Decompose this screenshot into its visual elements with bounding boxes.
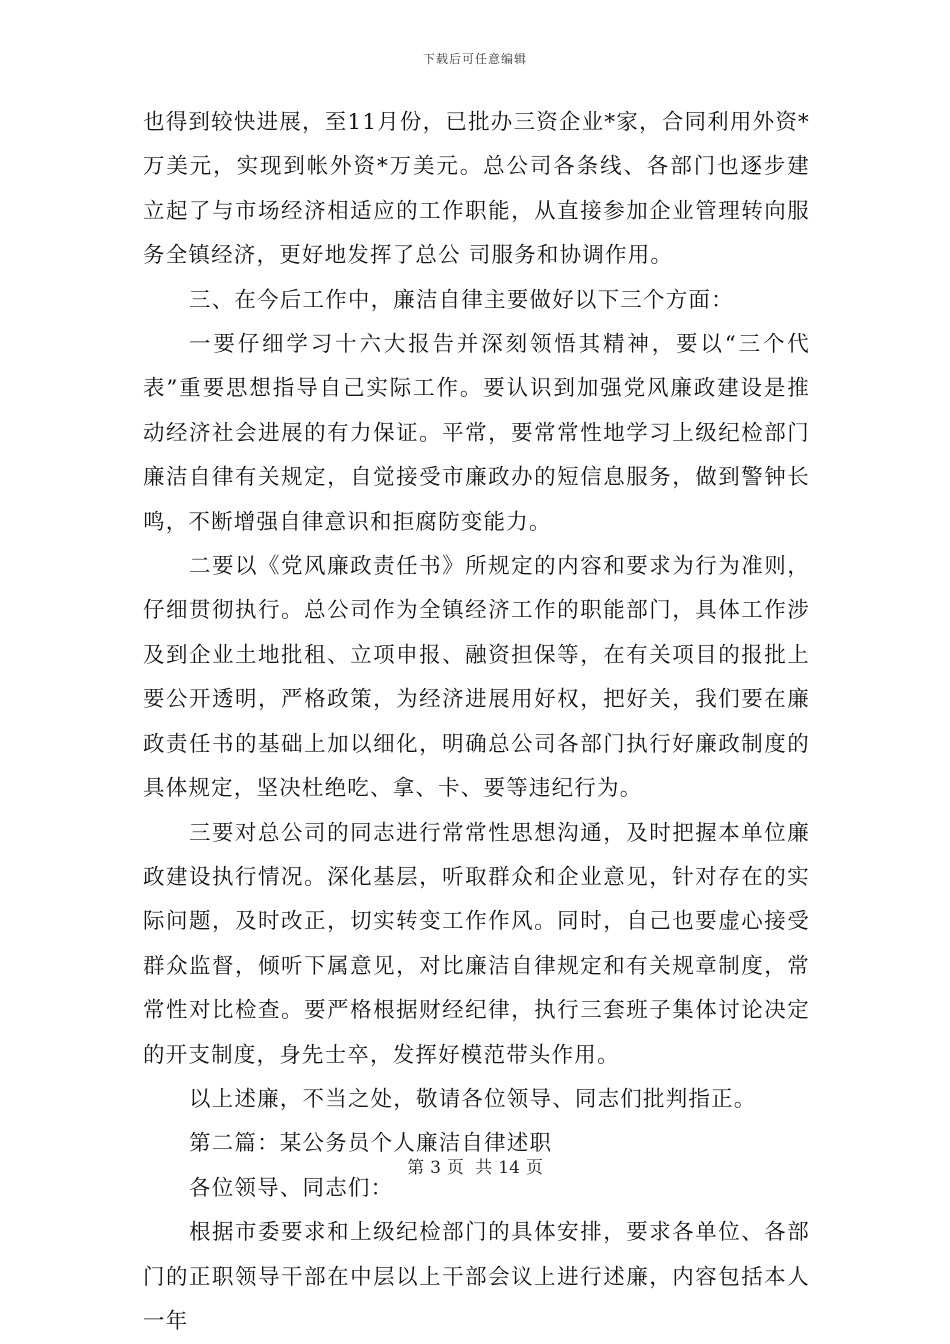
paragraph-continuation: 也得到较快进展，至11月份，已批办三资企业*家，合同利用外资*万美元，实现到帐外资*万美元。总公司各条线、各部门也逐步建立起了与市场经济相适应的工作职能，从直接参加企业管理转向服务全镇经济，更好地发挥了总公 司服务和协调作用。 [143, 110, 810, 269]
page-header: 下载后可任意编辑 [422, 52, 527, 66]
footer-suffix: 页 [525, 1158, 543, 1178]
footer-page-number: 3 [430, 1158, 441, 1178]
paragraph-intro: 根据市委要求和上级纪检部门的具体安排，要求各单位、各部门的正职领导干部在中层以上干部会议上进行述廉，内容包括本人一年 [143, 1220, 810, 1334]
footer-middle: 页 共 [446, 1158, 493, 1178]
paragraph-salutation: 各位领导、同志们： [189, 1175, 394, 1201]
paragraph-section-three-heading: 三、在今后工作中，廉洁自律主要做好以下三个方面： [189, 287, 734, 313]
page-footer [0, 1153, 950, 1178]
paragraph-point-one: 一要仔细学习十六大报告并深刻领悟其精神，要以“三个代表”重要思想指导自己实际工作。要认识到加强党风廉政建设是推动经济社会进展的有力保证。平常，要常常性地学习上级纪检部门廉洁自律有关规定，自觉接受市廉政办的短信息服务，做到警钟长鸣，不断增强自律意识和拒腐防变能力。 [143, 332, 810, 535]
paragraph-second-article-title: 第二篇：某公务员个人廉洁自律述职 [189, 1131, 553, 1157]
footer-prefix: 第 [407, 1158, 425, 1178]
paragraph-closing: 以上述廉，不当之处，敬请各位领导、同志们批判指正。 [189, 1086, 757, 1112]
paragraph-point-three: 三要对总公司的同志进行常常性思想沟通，及时把握本单位廉政建设执行情况。深化基层，听取群众和企业意见，针对存在的实际问题，及时改正，切实转变工作作风。同时，自己也要虚心接受群众监督，倾听下属意见，对比廉洁自律规定和有关规章制度，常常性对比检查。要严格根据财经纪律，执行三套班子集体讨论决定的开支制度，身先士卒，发挥好模范带头作用。 [143, 820, 810, 1068]
paragraph-point-two: 二要以《党风廉政责任书》所规定的内容和要求为行为准则，仔细贯彻执行。总公司作为全镇经济工作的职能部门，具体工作涉及到企业土地批租、立项申报、融资担保等，在有关项目的报批上要公开透明，严格政策，为经济进展用好权，把好关，我们要在廉政责任书的基础上加以细化，明确总公司各部门执行好廉政制度的具体规定，坚决杜绝吃、拿、卡、要等违纪行为。 [143, 554, 810, 802]
footer-total-pages: 14 [498, 1158, 520, 1178]
